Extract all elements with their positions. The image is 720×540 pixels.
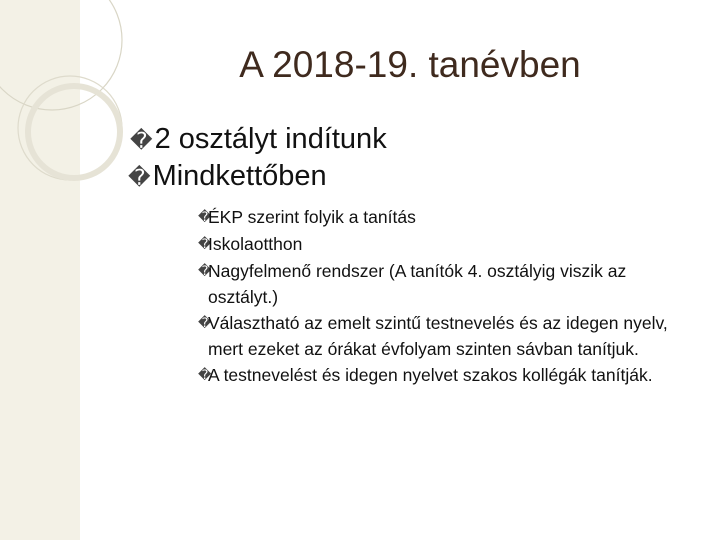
sub-bullet-item [198, 310, 678, 362]
bullet-marker-icon: � [128, 166, 151, 191]
bullet-marker-icon: � [198, 316, 212, 331]
sub-bullet-list [198, 204, 678, 389]
bullet-text: Mindkettőben [152, 160, 327, 192]
slide-body [130, 122, 700, 389]
sub-bullet-text: ÉKP szerint folyik a tanítás [208, 207, 416, 227]
sub-bullet-text: Iskolaotthon [208, 234, 303, 254]
sub-bullet-text: A testnevelést és idegen nyelvet szakos kollégák tanítják. [208, 365, 653, 385]
bullet-marker-icon: � [198, 210, 212, 225]
sub-bullet-item [198, 258, 678, 310]
sub-bullet-text: Választható az emelt szintű testnevelés és az idegen nyelv, mert ezeket az órákat évfolyam szinten sávban tanítjuk. [208, 313, 668, 359]
sub-bullet-text: Nagyfelmenő rendszer (A tanítók 4. osztályig viszik az osztályt.) [208, 261, 627, 307]
bullet-text: 2 osztályt indítunk [154, 123, 387, 155]
bullet-item [130, 122, 700, 159]
slide-title: A 2018-19. tanévben [239, 44, 581, 85]
sub-bullet-item [198, 204, 678, 231]
bullet-marker-icon: � [198, 368, 212, 383]
bullet-marker-icon: � [198, 237, 212, 252]
sub-bullet-item [198, 362, 678, 389]
bullet-marker-icon: � [130, 129, 153, 154]
bullet-marker-icon: � [198, 264, 212, 279]
bullet-item [128, 159, 700, 196]
sub-bullet-item [198, 231, 678, 258]
